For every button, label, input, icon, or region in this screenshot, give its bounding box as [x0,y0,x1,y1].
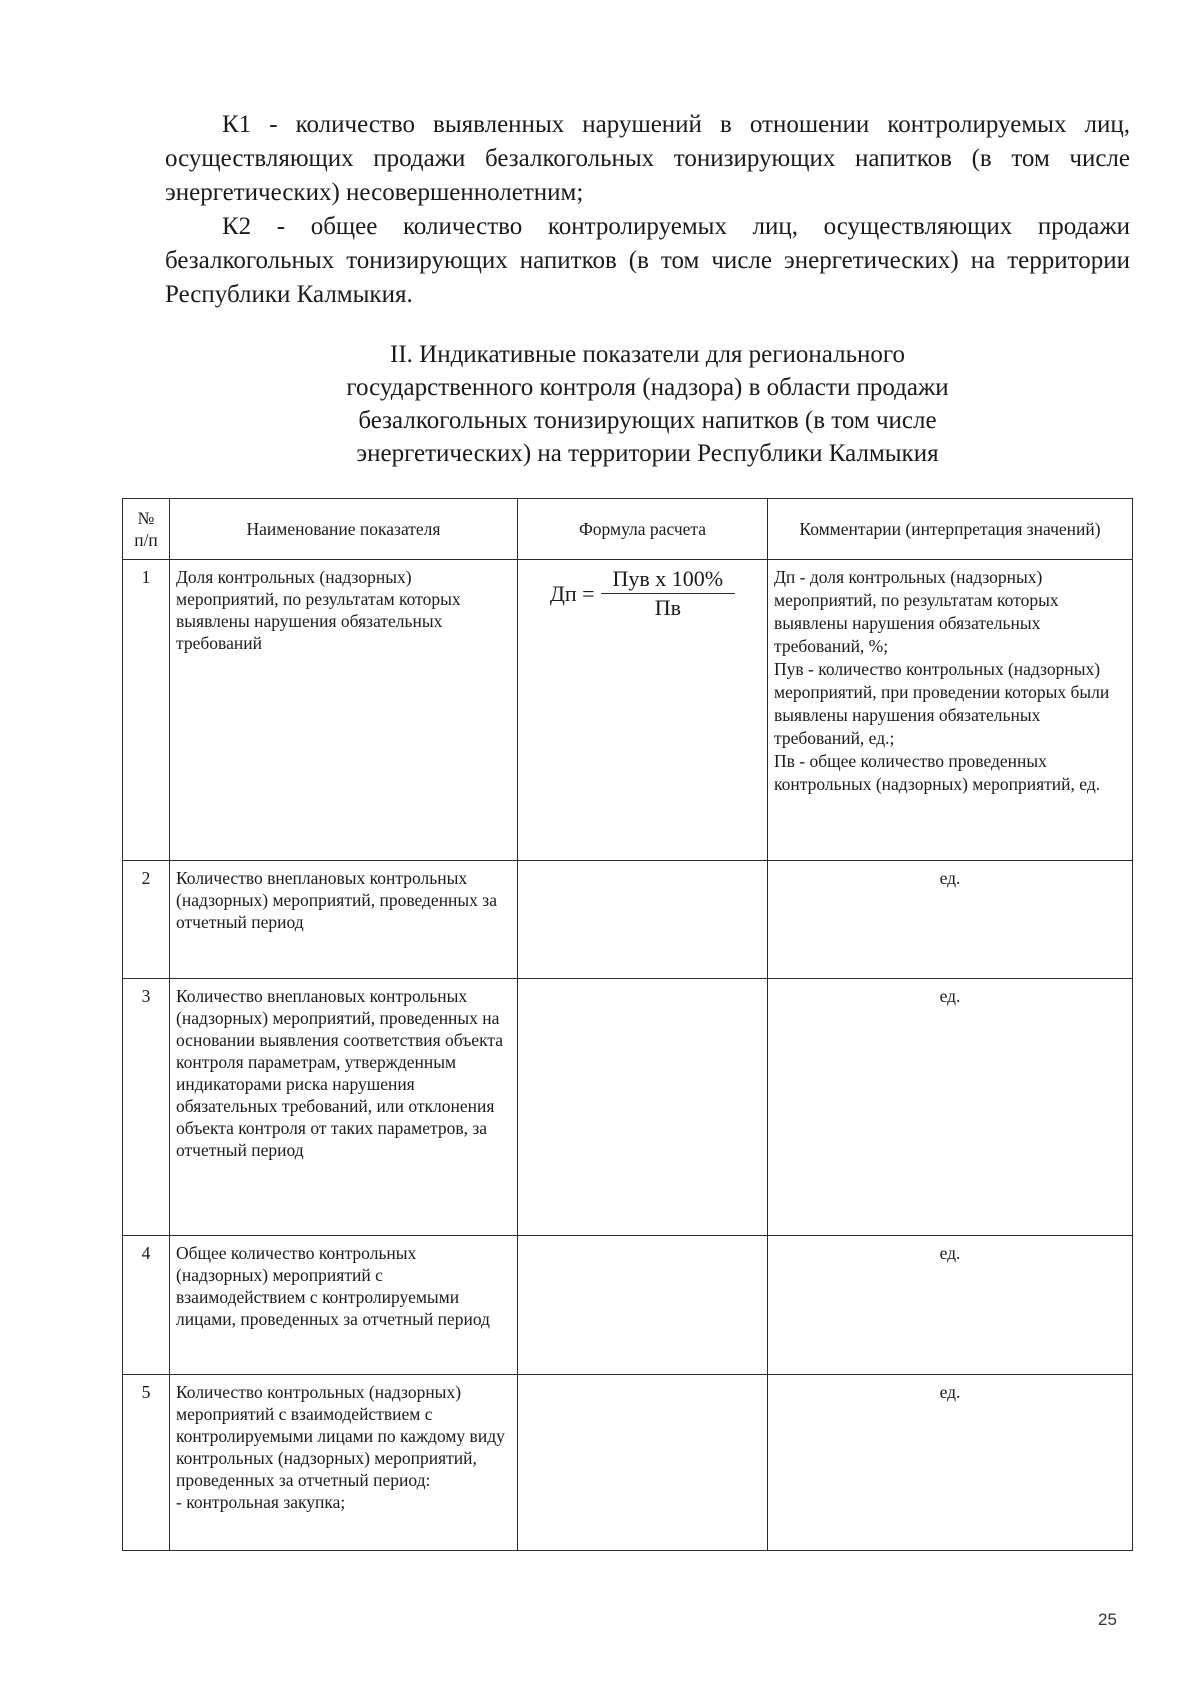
formula-denominator: Пв [654,595,681,620]
table-row [123,1375,1133,1551]
unit-cell: ед. [768,1375,1133,1551]
formula [524,568,761,619]
formula-numerator: Пув х 100% [601,568,736,594]
header-number-abbrev: п/п [134,530,158,550]
formula-lhs: Дп = [549,580,595,606]
unit-cell: ед. [768,1236,1133,1375]
header-formula: Формула расчета [518,499,768,560]
table-row [123,861,1133,979]
formula-cell [518,861,768,979]
header-indicator-name: Наименование показателя [170,499,518,560]
table-row [123,560,1133,861]
indicator-name: Общее количество контрольных (надзорных) мероприятий с взаимодействием с контролируемыми лицами, проведенных за отчетный период [170,1236,518,1375]
unit-cell: ед. [768,979,1133,1236]
section-title-line: энергетических) на территории Республики Калмыкия [356,440,939,467]
indicator-name [170,1375,518,1551]
comment-line: Пув - количество контрольных (надзорных) мероприятий, при проведении которых были выявлены нарушения обязательных требований, ед.; [774,659,1110,748]
row-number: 2 [123,861,170,979]
comment-cell [768,560,1133,861]
indicator-name: Доля контрольных (надзорных) мероприятий, по результатам которых выявлены нарушения обязательных требований [170,560,518,861]
header-number [123,499,170,560]
header-comment: Комментарии (интерпретация значений) [768,499,1133,560]
row-number: 1 [123,560,170,861]
section-title-line: II. Индикативные показатели для регионального [390,341,905,368]
row-number: 5 [123,1375,170,1551]
indicator-name: Количество внеплановых контрольных (надзорных) мероприятий, проведенных за отчетный период [170,861,518,979]
formula-cell [518,1375,768,1551]
unit-cell: ед. [768,861,1133,979]
formula-cell [518,1236,768,1375]
row-number: 3 [123,979,170,1236]
section-title-line: безалкогольных тонизирующих напитков (в том числе [358,407,937,434]
page-number: 25 [1098,1610,1117,1629]
section-title [165,338,1130,470]
indicators-table [122,498,1133,1551]
comment-line: Пв - общее количество проведенных контрольных (надзорных) мероприятий, ед. [774,751,1101,794]
paragraph-k1: К1 - количество выявленных нарушений в отношении контролируемых лиц, осуществляющих продажи безалкогольных тонизирующих напитков (в том числе энергетических) несовершеннолетним; [165,111,1130,206]
formula-cell [518,979,768,1236]
section-title-line: государственного контроля (надзора) в области продажи [346,374,949,401]
indicator-name-text: Количество контрольных (надзорных) мероприятий с взаимодействием с контролируемыми лицами по каждому виду контрольных (надзорных) мероприятий, проведенных за отчетный период: [176,1382,505,1490]
comment-line: Дп - доля контрольных (надзорных) мероприятий, по результатам которых выявлены нарушения обязательных требований, %; [774,567,1059,656]
paragraph-k2: К2 - общее количество контролируемых лиц, осуществляющих продажи безалкогольных тонизирующих напитков (в том числе энергетических) на территории Республики Калмыкия. [165,213,1130,308]
intro-text [165,108,1130,312]
header-number-sign: № [137,508,155,528]
table-row [123,979,1133,1236]
formula-fraction [601,568,736,619]
table-header-row [123,499,1133,560]
indicator-name: Количество внеплановых контрольных (надзорных) мероприятий, проведенных на основании выявления соответствия объекта контроля параметрам, утвержденным индикаторами риска нарушения обязательных требований, или отклонения объекта контроля от таких параметров, за отчетный период [170,979,518,1236]
row-number: 4 [123,1236,170,1375]
formula-cell [518,560,768,861]
indicator-subitem: - контрольная закупка; [176,1492,346,1512]
table-row [123,1236,1133,1375]
